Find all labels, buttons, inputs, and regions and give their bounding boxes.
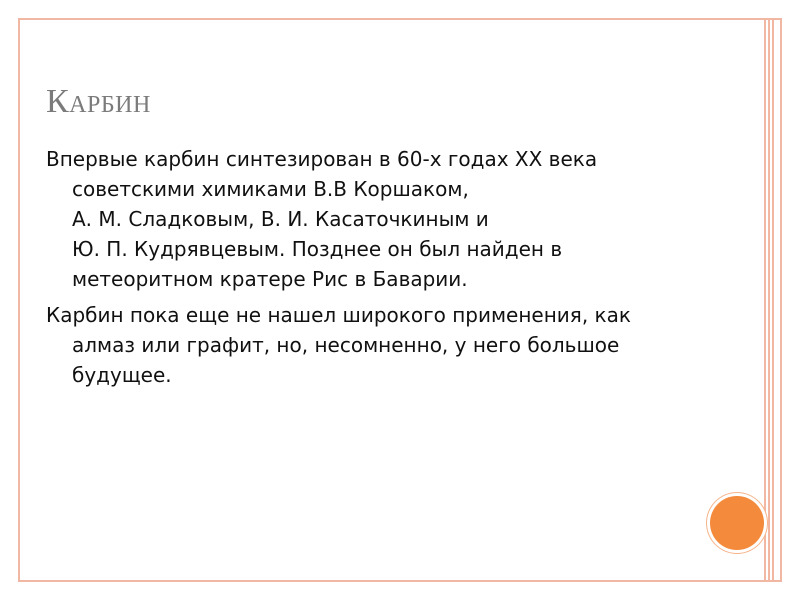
slide-title: Карбин bbox=[46, 83, 151, 120]
paragraph-2: Карбин пока еще не нашел широкого применения, как алмаз или графит, но, несомненно, у него большое будущее. bbox=[46, 303, 631, 387]
decorative-rule-2 bbox=[768, 18, 770, 582]
accent-dot-icon bbox=[710, 496, 764, 550]
paragraph-1: Впервые карбин синтезирован в 60-х годах XX века советскими химиками В.В Коршаком, А. М. Сладковым, В. И. Касаточкиным и Ю. П. Кудрявцевым. Позднее он был найден в метеоритном кратере Рис в Баварии. bbox=[46, 147, 598, 291]
decorative-rule-1 bbox=[764, 18, 766, 582]
decorative-rule-3 bbox=[772, 18, 774, 582]
slide-body bbox=[46, 144, 696, 396]
